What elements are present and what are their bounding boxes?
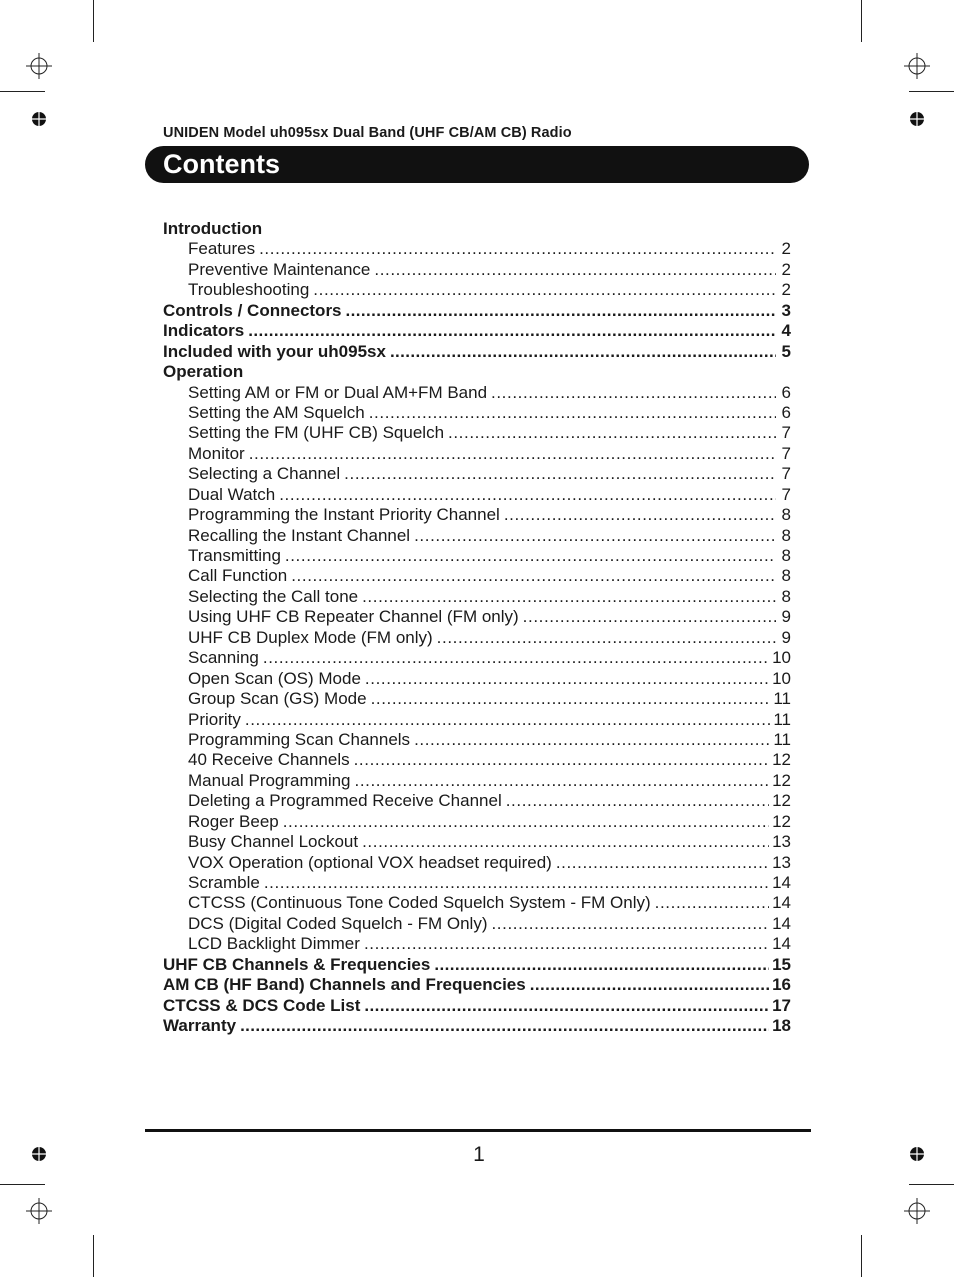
toc-entry[interactable] (163, 1016, 791, 1036)
toc-entry[interactable] (163, 914, 791, 934)
toc-entry[interactable] (163, 934, 791, 954)
toc-dot-leader (279, 485, 776, 505)
registration-crosshair-icon (904, 1198, 930, 1224)
registration-crosshair-icon (26, 1198, 52, 1224)
toc-dot-leader (556, 853, 769, 873)
toc-section-heading (163, 219, 791, 239)
toc-entry-page: 9 (781, 607, 791, 627)
toc-entry-page: 6 (781, 382, 791, 402)
crop-mark-top-left-horizontal (0, 91, 45, 92)
toc-dot-leader (344, 464, 776, 484)
toc-dot-leader (355, 771, 770, 791)
toc-entry-label: Open Scan (OS) Mode (188, 668, 361, 688)
toc-entry-label: Using UHF CB Repeater Channel (FM only) (188, 607, 519, 627)
toc-entry[interactable] (163, 669, 791, 689)
toc-entry-page: 8 (781, 566, 791, 586)
toc-entry-page: 18 (772, 1016, 791, 1036)
toc-entry-page: 2 (781, 259, 791, 279)
toc-entry-label: CTCSS (Continuous Tone Coded Squelch System - FM Only) (188, 893, 651, 913)
toc-entry-label: Roger Beep (188, 811, 279, 831)
toc-dot-leader (523, 607, 776, 627)
toc-entry-label: Deleting a Programmed Receive Channel (188, 791, 502, 811)
toc-entry-page: 14 (772, 873, 791, 892)
toc-entry[interactable] (163, 771, 791, 791)
toc-entry-page: 16 (772, 975, 791, 995)
toc-dot-leader (362, 587, 776, 607)
toc-entry[interactable] (163, 444, 791, 464)
toc-entry[interactable] (163, 955, 791, 975)
toc-entry-label: Programming Scan Channels (188, 729, 411, 749)
toc-entry-label: Setting AM or FM or Dual AM+FM Band (188, 382, 488, 402)
toc-entry-label: Selecting a Channel (188, 464, 341, 484)
toc-dot-leader (437, 628, 776, 648)
toc-entry-label: 40 Receive Channels (188, 750, 350, 770)
crop-mark-top-right-vertical (861, 0, 862, 42)
toc-entry-label: UHF CB Channels & Frequencies (163, 954, 431, 974)
toc-entry-page: 10 (772, 648, 791, 668)
toc-entry-page: 7 (781, 423, 791, 443)
toc-dot-leader (346, 301, 776, 321)
crop-mark-bottom-left-horizontal (0, 1184, 45, 1185)
toc-entry[interactable] (163, 873, 791, 893)
toc-dot-leader (506, 791, 769, 811)
toc-dot-leader (313, 280, 776, 300)
toc-entry[interactable] (163, 383, 791, 403)
toc-dot-leader (414, 526, 776, 546)
toc-entry-label: Troubleshooting (188, 280, 310, 300)
toc-entry-page: 12 (772, 750, 791, 770)
toc-entry[interactable] (163, 342, 791, 362)
crop-mark-bottom-right-horizontal (909, 1184, 954, 1185)
toc-entry-page: 12 (772, 791, 791, 811)
toc-entry-label: Features (188, 239, 256, 259)
toc-entry-label: Busy Channel Lockout (188, 832, 359, 852)
registration-crosshair-icon (26, 53, 52, 79)
toc-entry[interactable] (163, 587, 791, 607)
toc-entry-label: Preventive Maintenance (188, 259, 371, 279)
page-number: 1 (473, 1143, 485, 1166)
toc-dot-leader (285, 546, 776, 566)
toc-dot-leader (530, 975, 769, 995)
table-of-contents (163, 219, 791, 1037)
toc-dot-leader (448, 423, 776, 443)
toc-entry-label: LCD Backlight Dimmer (188, 934, 360, 954)
toc-entry-label: Monitor (188, 443, 245, 463)
toc-dot-leader (491, 914, 769, 934)
toc-dot-leader (263, 648, 769, 668)
toc-entry-page: 12 (772, 770, 791, 790)
crop-mark-bottom-right-vertical (861, 1235, 862, 1277)
toc-dot-leader (414, 730, 770, 750)
toc-dot-leader (655, 893, 769, 913)
toc-entry-page: 14 (772, 934, 791, 954)
crop-mark-top-right-horizontal (909, 91, 954, 92)
toc-entry-label: Scramble (188, 873, 260, 892)
toc-entry[interactable] (163, 239, 791, 259)
toc-entry-page: 3 (781, 300, 791, 320)
toc-entry[interactable] (163, 321, 791, 341)
registration-crosshair-icon (904, 53, 930, 79)
toc-entry-page: 5 (781, 341, 791, 361)
toc-entry-page: 11 (773, 729, 791, 749)
registration-dot-icon (908, 110, 926, 128)
toc-entry-page: 10 (772, 668, 791, 688)
toc-entry[interactable] (163, 526, 791, 546)
toc-entry[interactable] (163, 689, 791, 709)
toc-entry-label: Manual Programming (188, 770, 351, 790)
toc-entry[interactable] (163, 853, 791, 873)
toc-entry-label: Operation (163, 362, 244, 382)
toc-entry-page: 7 (781, 464, 791, 484)
toc-entry-label: Introduction (163, 219, 263, 238)
toc-entry-label: VOX Operation (optional VOX headset required) (188, 852, 552, 872)
toc-entry[interactable] (163, 423, 791, 443)
toc-entry-page: 14 (772, 893, 791, 913)
toc-entry[interactable] (163, 505, 791, 525)
toc-entry[interactable] (163, 812, 791, 832)
toc-entry-page: 7 (781, 443, 791, 463)
toc-dot-leader (354, 750, 769, 770)
toc-entry-label: Setting the FM (UHF CB) Squelch (188, 423, 445, 443)
toc-dot-leader (364, 996, 769, 1016)
toc-entry[interactable] (163, 464, 791, 484)
toc-dot-leader (390, 342, 776, 362)
footer-rule (145, 1129, 811, 1132)
toc-entry-page: 15 (772, 954, 791, 974)
toc-dot-leader (434, 955, 769, 975)
toc-dot-leader (249, 444, 776, 464)
toc-entry-label: Transmitting (188, 546, 281, 565)
toc-entry-page: 13 (772, 832, 791, 852)
toc-entry-label: Priority (188, 709, 241, 729)
toc-entry-page: 2 (781, 239, 791, 259)
registration-dot-icon (908, 1145, 926, 1163)
toc-entry-page: 11 (773, 689, 791, 709)
registration-dot-icon (30, 110, 48, 128)
toc-section-heading (163, 362, 791, 382)
toc-entry[interactable] (163, 485, 791, 505)
toc-entry[interactable] (163, 280, 791, 300)
toc-entry-page: 4 (781, 321, 791, 341)
toc-entry[interactable] (163, 546, 791, 566)
document-header: UNIDEN Model uh095sx Dual Band (UHF CB/AM CB) Radio (163, 125, 572, 141)
toc-dot-leader (369, 403, 776, 423)
title-bar (145, 146, 809, 183)
toc-entry-label: Indicators (163, 321, 245, 341)
toc-entry-label: Dual Watch (188, 484, 276, 504)
toc-dot-leader (504, 505, 776, 525)
toc-entry[interactable] (163, 607, 791, 627)
toc-entry[interactable] (163, 710, 791, 730)
toc-entry[interactable] (163, 832, 791, 852)
toc-entry-label: CTCSS & DCS Code List (163, 995, 361, 1015)
toc-entry-page: 13 (772, 852, 791, 872)
toc-entry[interactable] (163, 996, 791, 1016)
toc-entry-label: Call Function (188, 566, 288, 586)
toc-dot-leader (371, 689, 771, 709)
toc-dot-leader (283, 812, 769, 832)
toc-entry-page: 8 (781, 505, 791, 525)
toc-dot-leader (259, 239, 776, 259)
toc-entry[interactable] (163, 566, 791, 586)
registration-dot-icon (30, 1145, 48, 1163)
toc-dot-leader (264, 873, 769, 893)
toc-entry[interactable] (163, 893, 791, 913)
toc-entry-label: Group Scan (GS) Mode (188, 689, 367, 709)
toc-entry-page: 7 (781, 484, 791, 504)
crop-mark-top-left-vertical (93, 0, 94, 42)
toc-entry-page: 8 (781, 586, 791, 606)
toc-dot-leader (365, 669, 769, 689)
toc-entry[interactable] (163, 648, 791, 668)
toc-entry[interactable] (163, 791, 791, 811)
toc-entry-page: 17 (772, 995, 791, 1015)
toc-entry-page: 9 (781, 627, 791, 647)
toc-entry-label: Warranty (163, 1016, 237, 1036)
toc-entry[interactable] (163, 301, 791, 321)
toc-entry-label: Selecting the Call tone (188, 586, 359, 606)
toc-entry[interactable] (163, 260, 791, 280)
toc-entry[interactable] (163, 975, 791, 995)
toc-entry[interactable] (163, 730, 791, 750)
toc-entry-label: Setting the AM Squelch (188, 402, 365, 422)
toc-entry-label: AM CB (HF Band) Channels and Frequencies (163, 975, 526, 995)
toc-entry-page: 8 (781, 525, 791, 545)
toc-dot-leader (364, 934, 769, 954)
page-title: Contents (163, 149, 280, 179)
toc-entry-label: UHF CB Duplex Mode (FM only) (188, 627, 433, 647)
toc-entry-label: Scanning (188, 648, 259, 668)
toc-entry-label: Included with your uh095sx (163, 341, 386, 361)
toc-dot-leader (374, 260, 776, 280)
toc-dot-leader (291, 566, 776, 586)
toc-entry-page: 12 (772, 811, 791, 831)
crop-mark-bottom-left-vertical (93, 1235, 94, 1277)
toc-dot-leader (240, 1016, 769, 1036)
toc-entry-label: Programming the Instant Priority Channel (188, 505, 500, 525)
toc-entry-page: 6 (781, 402, 791, 422)
toc-dot-leader (248, 321, 776, 341)
toc-entry[interactable] (163, 750, 791, 770)
toc-dot-leader (362, 832, 769, 852)
toc-entry-page: 2 (781, 280, 791, 300)
toc-entry-label: DCS (Digital Coded Squelch - FM Only) (188, 913, 488, 933)
toc-entry-label: Controls / Connectors (163, 300, 342, 320)
toc-entry-label: Recalling the Instant Channel (188, 525, 411, 545)
toc-dot-leader (491, 383, 776, 403)
toc-entry-page: 8 (781, 546, 791, 565)
toc-entry-page: 14 (772, 913, 791, 933)
toc-entry[interactable] (163, 403, 791, 423)
toc-dot-leader (245, 710, 770, 730)
toc-entry[interactable] (163, 628, 791, 648)
toc-entry-page: 11 (773, 709, 791, 729)
